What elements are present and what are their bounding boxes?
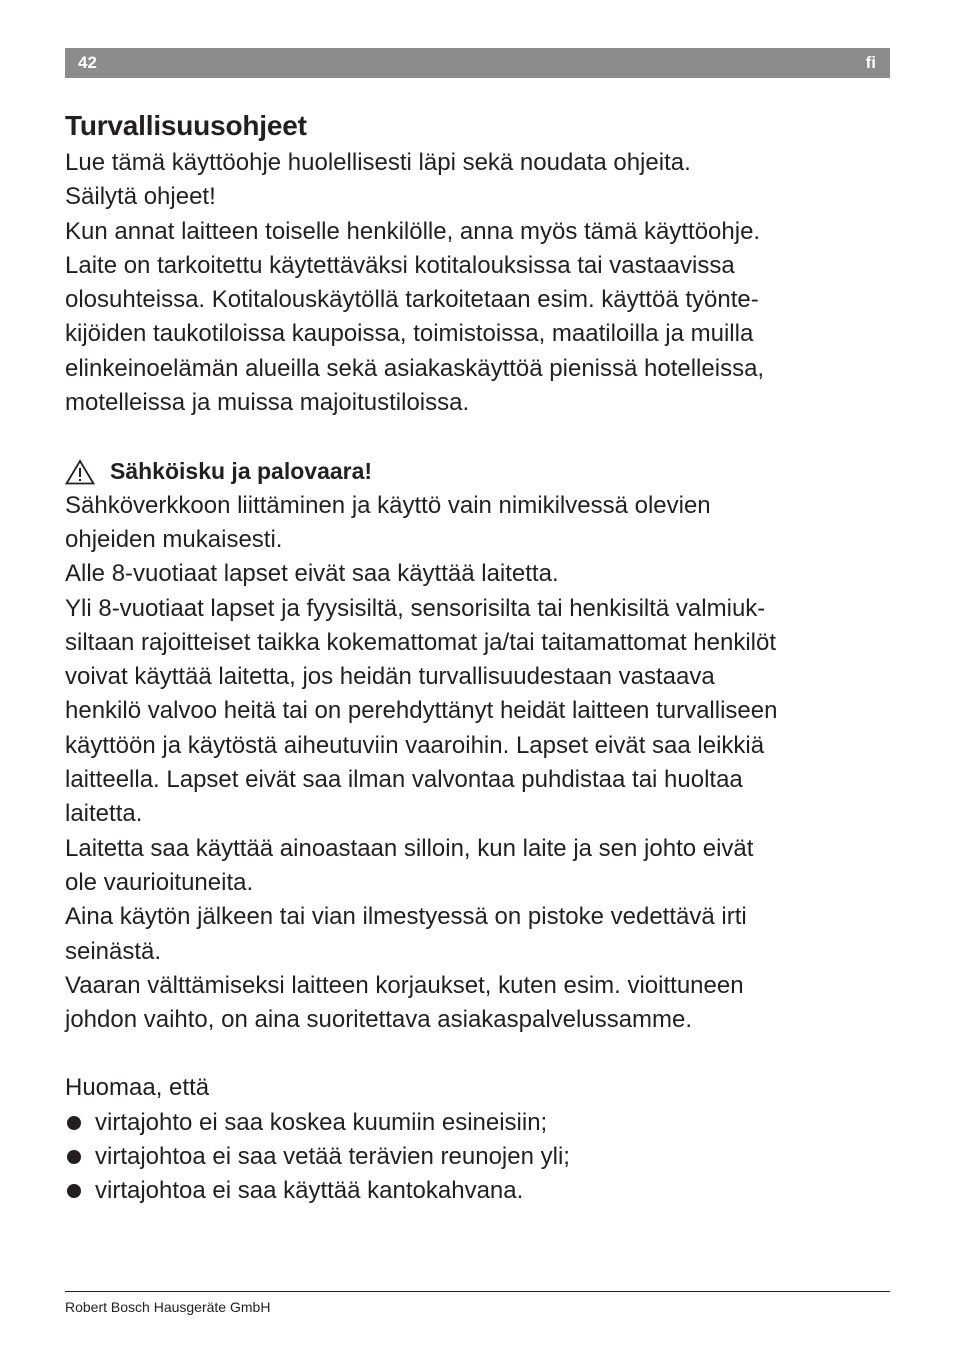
list-item-text: virtajohto ei saa koskea kuumiin esineisiin; (95, 1108, 548, 1136)
intro-paragraph (65, 146, 895, 420)
page-title: Turvallisuusohjeet (65, 110, 307, 141)
text-line: Laite on tarkoitettu käytettäväksi kotitalouksissa tai vastaavissa (65, 251, 735, 279)
text-line: Laitetta saa käyttää ainoastaan silloin, kun laite ja sen johto eivät (65, 834, 754, 862)
page-number: 42 (78, 53, 97, 72)
text-line: seinästä. (65, 937, 162, 965)
list-item (65, 1174, 895, 1208)
warning-triangle-icon (65, 459, 95, 485)
note-intro (65, 1071, 895, 1105)
text-line: laitteella. Lapset eivät saa ilman valvontaa puhdistaa tai huoltaa (65, 766, 743, 794)
bullet-icon (67, 1150, 81, 1164)
list-item-text: virtajohtoa ei saa vetää terävien reunojen yli; (95, 1143, 570, 1171)
text-line: ohjeiden mukaisesti. (65, 525, 283, 553)
text-line: henkilö valvoo heitä tai on perehdyttänyt heidät laitteen turvalliseen (65, 697, 778, 725)
warning-paragraph (65, 489, 895, 1038)
text-line: Yli 8-vuotiaat lapset ja fyysisiltä, sensorisilta tai henkisiltä valmiuk- (65, 594, 766, 622)
footer-divider (65, 1291, 890, 1292)
warning-heading-text: Sähköisku ja palovaara! (110, 458, 373, 485)
main-content (65, 106, 895, 1209)
text-line: Huomaa, että (65, 1074, 210, 1102)
note-bullet-list (65, 1106, 895, 1209)
text-line: Aina käytön jälkeen tai vian ilmestyessä on pistoke vedettävä irti (65, 903, 747, 931)
text-line: käyttöön ja käytöstä aiheutuviin vaaroihin. Lapset eivät saa leikkiä (65, 731, 765, 759)
text-line: Kun annat laitteen toiselle henkilölle, anna myös tämä käyttöohje. (65, 217, 761, 245)
text-line: ole vaurioituneita. (65, 868, 254, 896)
text-line: voivat käyttää laitetta, jos heidän turvallisuudestaan vastaava (65, 663, 715, 691)
text-line: Säilytä ohjeet! (65, 183, 216, 211)
text-line: kijöiden taukotiloissa kaupoissa, toimistoissa, maatiloilla ja muilla (65, 320, 754, 348)
text-line: Alle 8-vuotiaat lapset eivät saa käyttää laitetta. (65, 560, 559, 588)
text-line: Sähköverkkoon liittäminen ja käyttö vain nimikilvessä olevien (65, 491, 711, 519)
list-item (65, 1106, 895, 1140)
list-item-text: virtajohtoa ei saa käyttää kantokahvana. (95, 1177, 524, 1205)
warning-heading (65, 454, 895, 488)
text-line: johdon vaihto, on aina suoritettava asiakaspalvelussamme. (65, 1006, 693, 1034)
bullet-icon (67, 1116, 81, 1130)
footer-company: Robert Bosch Hausgeräte GmbH (65, 1299, 271, 1315)
page-header-bar (65, 48, 890, 78)
language-code: fi (865, 53, 876, 72)
bullet-icon (67, 1184, 81, 1198)
text-line: siltaan rajoitteiset taikka kokemattomat ja/tai taitamattomat henkilöt (65, 628, 776, 656)
text-line: motelleissa ja muissa majoitustiloissa. (65, 389, 470, 417)
list-item (65, 1140, 895, 1174)
text-line: laitetta. (65, 800, 143, 828)
text-line: elinkeinoelämän alueilla sekä asiakaskäyttöä pienissä hotelleissa, (65, 354, 765, 382)
text-line: Vaaran välttämiseksi laitteen korjaukset, kuten esim. vioittuneen (65, 971, 744, 999)
text-line: Lue tämä käyttöohje huolellisesti läpi sekä noudata ohjeita. (65, 149, 691, 176)
text-line: olosuhteissa. Kotitalouskäytöllä tarkoitetaan esim. käyttöä työnte- (65, 286, 759, 314)
